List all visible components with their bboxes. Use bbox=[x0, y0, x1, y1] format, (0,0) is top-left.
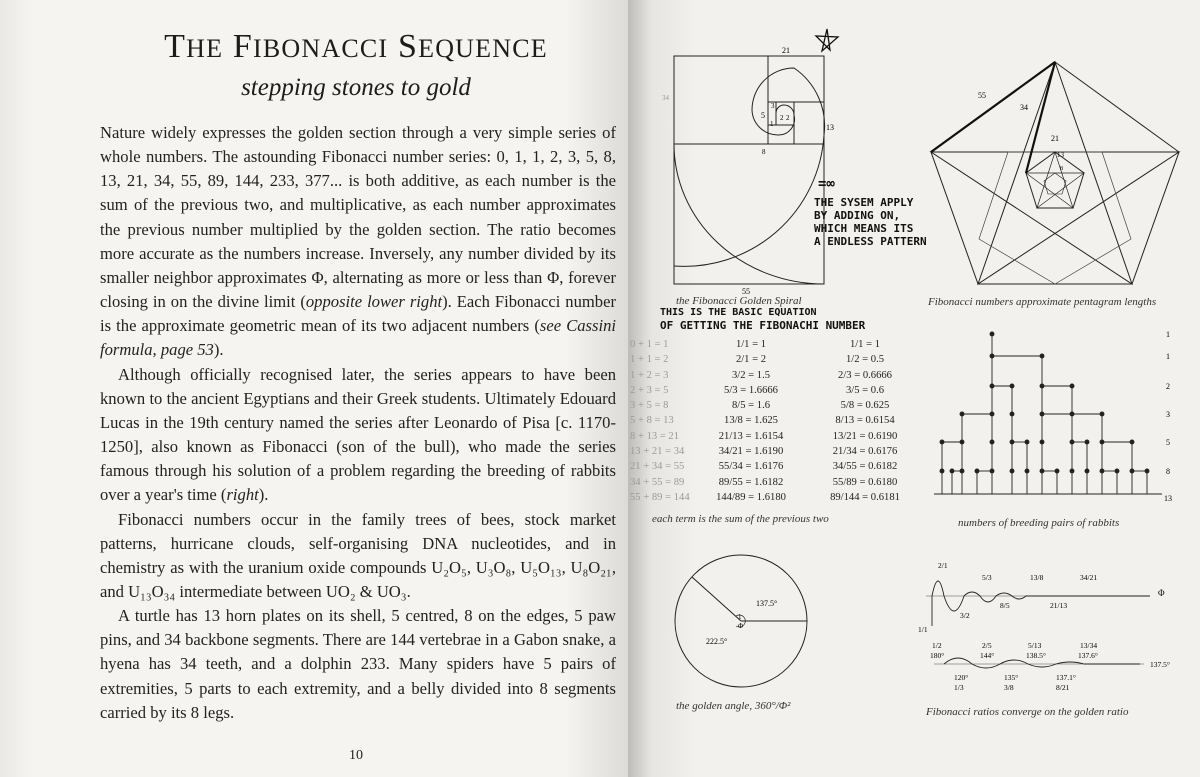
ratio-table-row bbox=[630, 415, 940, 430]
pentagram-label-8: 8 bbox=[1060, 166, 1063, 172]
body-text bbox=[100, 121, 616, 725]
golden-angle-caption: the golden angle, 360°/Φ² bbox=[676, 700, 791, 712]
spiral-label-34: 34 bbox=[662, 94, 669, 102]
ratio-table bbox=[630, 339, 940, 507]
ratio-cell-r1: 55/34 = 1.6176 bbox=[718, 461, 784, 473]
ratio-table-row bbox=[630, 446, 940, 461]
ratio-cell-r2: 1/1 = 1 bbox=[849, 339, 881, 350]
ratio-cell-r2: 2/3 = 0.6666 bbox=[838, 369, 892, 381]
page-title: THE FIBONACCI SEQUENCE bbox=[164, 28, 548, 65]
spiral-label-1: 1 bbox=[770, 120, 774, 128]
ratio-table-row bbox=[630, 354, 940, 369]
ratio-cell-r2: 5/8 = 0.625 bbox=[840, 400, 890, 412]
convergence-lower-bottom-label: 120° bbox=[954, 673, 969, 682]
spiral-label-5: 5 bbox=[761, 111, 765, 120]
ratio-cell-r1: 89/55 = 1.6182 bbox=[718, 476, 784, 488]
convergence-start-label: 1/1 bbox=[918, 625, 928, 634]
ratio-cell-r1: 34/21 = 1.6190 bbox=[718, 446, 784, 458]
rabbit-caption: numbers of breeding pairs of rabbits bbox=[958, 517, 1120, 529]
ratio-cell-sum: 0 + 1 = 1 bbox=[630, 339, 669, 350]
ratio-table-row bbox=[630, 370, 940, 385]
paragraph-3: Fibonacci numbers occur in the family trees of bees, stock market patterns, hurricane clouds, self-organising DNA nucleotides, and in chemistry as with the uranium oxide compounds U₂O₅, U₃O₈, U₅O₁₃, U₈O₂₁, and U₁₃O₃₄ intermediate between UO₂ & UO₃. bbox=[100, 509, 616, 601]
ratio-cell-r2: 21/34 = 0.6176 bbox=[832, 446, 898, 458]
convergence-lower-top-label: 1/2 bbox=[932, 641, 942, 650]
golden-angle-222: 222.5° bbox=[706, 637, 728, 646]
convergence-upper-label: 2/1 bbox=[938, 561, 948, 570]
ratio-cell-r1: 144/89 = 1.6180 bbox=[716, 491, 786, 503]
ratio-cell-r2: 8/13 = 0.6154 bbox=[835, 415, 895, 427]
pentagram-label-34: 34 bbox=[1020, 103, 1028, 112]
ratio-cell-r1: 21/13 = 1.6154 bbox=[718, 430, 784, 442]
convergence-lower-bottom-label: 1/3 bbox=[954, 683, 964, 692]
infinity-note: =∞ bbox=[818, 176, 835, 192]
handwritten-note-1: THE SYSEM APPLY BY ADDING ON, WHICH MEANS ITS A ENDLESS PATTERN bbox=[814, 196, 927, 248]
ratio-cell-r1: 2/1 = 2 bbox=[735, 354, 767, 366]
convergence-upper-low-label: 8/5 bbox=[1000, 601, 1010, 610]
ratio-cell-sum: 21 + 34 = 55 bbox=[630, 461, 685, 473]
convergence-lower-top-label: 144° bbox=[980, 651, 995, 660]
rabbit-count-label: 8 bbox=[1166, 467, 1170, 476]
ratio-table-caption: each term is the sum of the previous two bbox=[652, 513, 829, 525]
convergence-lower-bottom-label: 3/8 bbox=[1004, 683, 1014, 692]
ratio-cell-r1: 1/1 = 1 bbox=[735, 339, 767, 350]
ratio-cell-r1: 8/5 = 1.6 bbox=[731, 400, 771, 412]
page-subtitle: stepping stones to gold bbox=[241, 74, 471, 101]
ratio-table-row bbox=[630, 431, 940, 446]
convergence-lower-top-label: 180° bbox=[930, 651, 945, 660]
spiral-label-2b: 2 bbox=[786, 114, 790, 122]
convergence-diagram bbox=[914, 556, 1200, 702]
golden-angle-diagram bbox=[668, 546, 828, 696]
convergence-caption: Fibonacci ratios converge on the golden ratio bbox=[926, 706, 1129, 718]
ratio-table-row bbox=[630, 339, 940, 354]
convergence-lower-top-label: 5/13 bbox=[1028, 641, 1042, 650]
paragraph-1: Nature widely expresses the golden section through a very simple series of whole numbers. The astounding Fibonacci number series: 0, 1, 1, 2, 3, 5, 8, 13, 21, 34, 55, 89, 144, 233, 377... is both additive, as each number is the sum of the previous two, and multiplicative, as each number approximates the previous number multiplied by the golden section. The ratio becomes more accurate as the numbers increase. Inversely, any number divided by its smaller neighbor approximates Φ, alternating as more or less than Φ, forever closing in on the divine limit (opposite lower right). Each Fibonacci number is the approximate geometric mean of its two adjacent numbers (see Cassini formula, page 53). bbox=[100, 123, 616, 360]
pentagram-caption: Fibonacci numbers approximate pentagram lengths bbox=[928, 296, 1157, 308]
convergence-upper-low-label: 3/2 bbox=[960, 611, 970, 620]
convergence-lower-top-label: 13/34 bbox=[1080, 641, 1098, 650]
golden-angle-137: 137.5° bbox=[756, 599, 778, 608]
rabbit-count-label: 1 bbox=[1166, 352, 1170, 361]
spiral-caption: the Fibonacci Golden Spiral bbox=[676, 295, 802, 307]
ratio-cell-r2: 13/21 = 0.6190 bbox=[832, 430, 898, 442]
ratio-cell-sum: 34 + 55 = 89 bbox=[630, 476, 685, 488]
spiral-label-55: 55 bbox=[742, 287, 750, 296]
spiral-label-13: 13 bbox=[826, 123, 834, 132]
ratio-cell-sum: 5 + 8 = 13 bbox=[630, 415, 674, 427]
page-number: 10 bbox=[349, 748, 363, 763]
ratio-cell-r2: 1/2 = 0.5 bbox=[845, 354, 885, 366]
spiral-label-2a: 2 bbox=[780, 114, 784, 122]
paragraph-2: Although officially recognised later, the series appears to have been known to the ancient Egyptians and their Greek students. Ultimately Edouard Lucas in the 19th century named the series after Leonardo of Pisa [c. 1170-1250], also known as Fibonacci (son of the bull), who made the series famous through his solution of a problem regarding the breeding of rabbits over a year's time (right). bbox=[100, 364, 616, 505]
spiral-label-21: 21 bbox=[782, 46, 790, 55]
ratio-table-row bbox=[630, 400, 940, 415]
ratio-cell-r1: 3/2 = 1.5 bbox=[731, 369, 771, 381]
ratio-table-row bbox=[630, 461, 940, 476]
pentagram-label-55: 55 bbox=[978, 91, 986, 100]
rabbit-tree-diagram bbox=[922, 326, 1176, 514]
ratio-table-row bbox=[630, 477, 940, 492]
paragraph-4: A turtle has 13 horn plates on its shell, 5 centred, 8 on the edges, 5 paw pins, and 34 backbone segments. There are 144 vertebrae in a Gabon snake, a hyena has 34 teeth, and a dolphin 233. Many spiders have 5 pairs of extremities, 5 parts to each extremity, and a belly divided into 8 segments carried by its 8 legs. bbox=[100, 606, 616, 722]
golden-angle-1: 1 bbox=[738, 613, 742, 621]
handwritten-note-2: THIS IS THE BASIC EQUATION OF GETTING THE FIBONACHI NUMBER bbox=[660, 307, 866, 332]
convergence-phi-label: Φ bbox=[1158, 588, 1165, 598]
ratio-cell-sum: 8 + 13 = 21 bbox=[630, 430, 680, 442]
convergence-lower-top-label: 138.5° bbox=[1026, 651, 1046, 660]
pentagram-label-13: 13 bbox=[1057, 151, 1064, 159]
golden-angle-phi: Φ bbox=[738, 622, 744, 630]
ratio-cell-r2: 89/144 = 0.6181 bbox=[830, 491, 900, 503]
convergence-limit-label: 137.5° bbox=[1150, 660, 1170, 669]
pentagram-diagram bbox=[924, 58, 1186, 288]
convergence-upper-low-label: 21/13 bbox=[1050, 601, 1068, 610]
right-page bbox=[628, 0, 1200, 777]
spiral-label-8: 8 bbox=[762, 148, 766, 156]
rabbit-count-label: 5 bbox=[1166, 438, 1170, 447]
ratio-cell-sum: 55 + 89 = 144 bbox=[630, 491, 690, 503]
convergence-upper-label: 5/3 bbox=[982, 573, 992, 582]
ratio-table-row bbox=[630, 385, 940, 400]
convergence-lower-top-label: 137.6° bbox=[1078, 651, 1098, 660]
spiral-label-3: 3 bbox=[771, 102, 775, 110]
ratio-cell-sum: 13 + 21 = 34 bbox=[630, 446, 685, 458]
ratio-cell-r2: 34/55 = 0.6182 bbox=[832, 461, 898, 473]
rabbit-count-label: 1 bbox=[1166, 330, 1170, 339]
golden-spiral-diagram bbox=[658, 40, 858, 300]
ratio-cell-r1: 5/3 = 1.6666 bbox=[724, 384, 778, 396]
rabbit-count-label: 13 bbox=[1164, 494, 1172, 503]
convergence-upper-label: 34/21 bbox=[1080, 573, 1098, 582]
convergence-lower-bottom-label: 135° bbox=[1004, 673, 1019, 682]
ratio-cell-r1: 13/8 = 1.625 bbox=[724, 415, 778, 427]
ratio-table-row bbox=[630, 492, 940, 507]
star-doodle-icon bbox=[812, 26, 842, 56]
ratio-cell-sum: 3 + 5 = 8 bbox=[630, 400, 669, 412]
rabbit-count-label: 3 bbox=[1166, 410, 1170, 419]
convergence-lower-bottom-label: 137.1° bbox=[1056, 673, 1076, 682]
ratio-cell-r2: 55/89 = 0.6180 bbox=[832, 476, 898, 488]
ratio-cell-sum: 1 + 1 = 2 bbox=[630, 354, 669, 366]
pentagram-label-21: 21 bbox=[1051, 134, 1059, 143]
convergence-lower-top-label: 2/5 bbox=[982, 641, 992, 650]
ratio-cell-r2: 3/5 = 0.6 bbox=[845, 384, 885, 396]
rabbit-count-label: 2 bbox=[1166, 382, 1170, 391]
ratio-cell-sum: 2 + 3 = 5 bbox=[630, 384, 669, 396]
ratio-cell-sum: 1 + 2 = 3 bbox=[630, 369, 669, 381]
convergence-upper-label: 13/8 bbox=[1030, 573, 1044, 582]
convergence-lower-bottom-label: 8/21 bbox=[1056, 683, 1070, 692]
